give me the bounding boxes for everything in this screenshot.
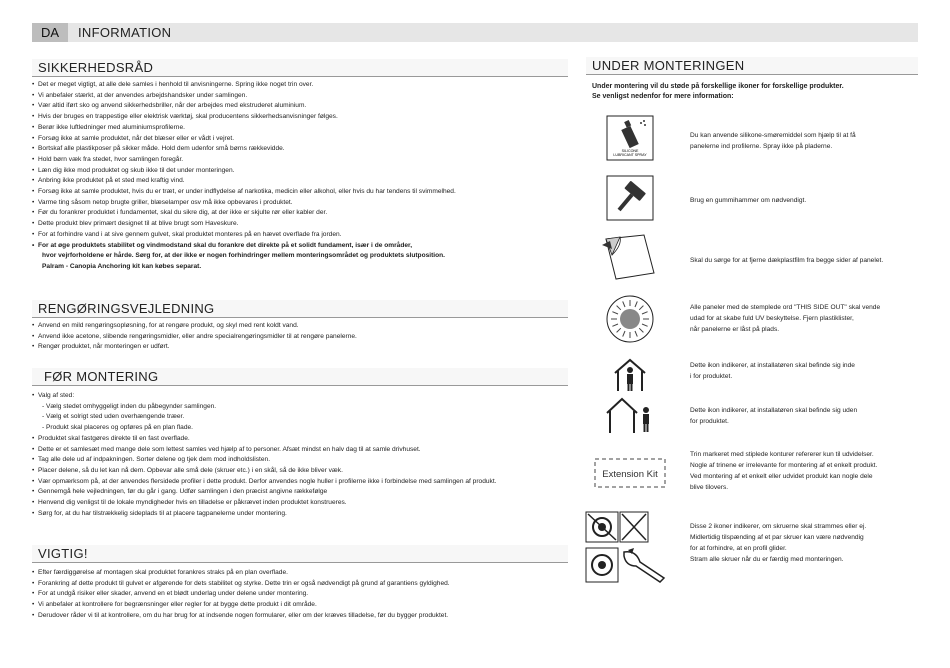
list-item: • Anvend en mild rengøringsopløsning, for at rengøre produkt, og skyl med rent koldt vand. bbox=[32, 321, 568, 332]
spray-label-1: SILICONE bbox=[621, 149, 639, 153]
list-item: • Berør ikke luftledninger med aluminiumsprofilerne. bbox=[32, 123, 568, 134]
list-item: • For at øge produktets stabilitet og vindmodstand skal du forankre det direkte på et solidt fundament, især i de områder, bbox=[32, 241, 568, 252]
description-line: Disse 2 ikoner indikerer, om skruerne skal strammes eller ej. bbox=[690, 523, 867, 530]
cleaning-heading: RENGØRINGSVEJLEDNING bbox=[32, 300, 568, 318]
before-assembly-heading: FØR MONTERING bbox=[32, 368, 568, 386]
description-line: for produktet. bbox=[690, 418, 729, 425]
cleaning-list bbox=[32, 321, 568, 353]
list-item: - Produkt skal placeres og opføres på en plan flade. bbox=[42, 424, 194, 432]
installer-outside-description bbox=[690, 405, 918, 427]
list-item: • Sørg for, at du har tilstrækkelig sideplads til at placere tagpanelerne under montering. bbox=[32, 509, 568, 520]
description-line: Midlertidig tilspænding af et par skruer kan være nødvendig bbox=[690, 534, 864, 541]
during-assembly-intro bbox=[592, 82, 912, 102]
description-line: Dette ikon indikerer, at installatøren skal befinde sig uden bbox=[690, 407, 858, 414]
list-item: • Før du forankrer produktet i fundamentet, skal du sikre dig, at der ikke er skjulte rør eller kabler der. bbox=[32, 208, 568, 219]
list-item: Palram - Canopia Anchoring kit kan købes separat. bbox=[42, 262, 202, 270]
list-item: • Forsøg ikke at samle produktet, hvis du er træt, er under indflydelse af narkotika, medicin eller alkohol, eller hvis du har tendens til svimmelhed. bbox=[32, 187, 568, 198]
list-item: • Forankring af dette produkt til gulvet er afgørende for dets stabilitet og styrke. Dette trin er også nødvendigt på grund af garantiens gyldighed. bbox=[32, 579, 568, 590]
extension-kit-description bbox=[690, 449, 918, 493]
list-item: • Hold børn væk fra stedet, hvor samlingen foregår. bbox=[32, 155, 568, 166]
installer-outside-icon bbox=[594, 390, 666, 440]
language-code: DA bbox=[32, 23, 68, 42]
list-item: • Det er meget vigtigt, at alle dele samles i henhold til anvisningerne. Spring ikke noget trin over. bbox=[32, 80, 568, 91]
rubber-hammer-icon bbox=[594, 173, 666, 223]
description-line: Stram alle skruer når du er færdig med monteringen. bbox=[690, 556, 844, 563]
description-line: udad for at skabe fuld UV beskyttelse. Fjern plastiklister, bbox=[690, 315, 854, 322]
description-line: Skal du sørge for at fjerne dækplastfilm fra begge sider af panelet. bbox=[690, 257, 884, 264]
list-item: • Anvend ikke acetone, slibende rengøringsmidler, eller andre specialrengøringsmidler til at rengøre panelerne. bbox=[32, 332, 568, 343]
list-item: • Placer delene, så du let kan nå dem. Opbevar alle små dele (skruer etc.) i en skål, så de ikke bliver væk. bbox=[32, 466, 568, 477]
spray-label-2: LUBRICANT SPRAY bbox=[613, 153, 647, 157]
during-assembly-heading: UNDER MONTERINGEN bbox=[586, 57, 918, 75]
list-item: • Vi anbefaler stærkt, at der anvendes arbejdshandsker under samlingen. bbox=[32, 91, 568, 102]
intro-line: Under montering vil du støde på forskellige ikoner for forskellige produkter. bbox=[592, 83, 844, 90]
list-item: • Hvis der bruges en trappestige eller elektrisk værktøj, skal producentens sikkerhedsanvisninger følges. bbox=[32, 112, 568, 123]
list-item: • Vær opmærksom på, at der anvendes flersidede profiler i dette produkt. Derfor anvendes nogle huller i profilerne ikke i forbindelse med samlingen af produkt. bbox=[32, 477, 568, 488]
list-item: • Rengør produktet, når monteringen er udført. bbox=[32, 342, 568, 353]
this-side-out-description bbox=[690, 302, 918, 335]
list-item: • Valg af sted: bbox=[32, 391, 568, 402]
list-item: • Forsøg ikke at samle produktet, når det blæser eller er vådt i vejret. bbox=[32, 134, 568, 145]
description-line: Dette ikon indikerer, at installatøren skal befinde sig inde bbox=[690, 362, 855, 369]
rubber-hammer-description bbox=[690, 195, 918, 206]
list-item: • Dette er et samlesæt med mange dele som lettest samles ved hjælp af to personer. Afsæt mindst en halv dag til at samle drivhuset. bbox=[32, 445, 568, 456]
list-item: • Anbring ikke produktet på et sted med kraftig vind. bbox=[32, 176, 568, 187]
description-line: blive tilovers. bbox=[690, 484, 729, 491]
list-item: • Produktet skal fastgøres direkte til en fast overflade. bbox=[32, 434, 568, 445]
list-item: hvor vejrforholdene er hårde. Sørg for, at der ikke er nogen forhindringer mellem monteringsområdet og produktets slutposition. bbox=[42, 252, 446, 260]
description-line: Ved montering af et enkelt eller udvidet produkt kan nogle dele bbox=[690, 473, 873, 480]
list-item: - Vælg et solrigt sted uden overhængende træer. bbox=[42, 413, 185, 421]
list-item: • Vær altid iført sko og anvend sikkerhedsbriller, når der arbejdes med ekstruderet aluminium. bbox=[32, 101, 568, 112]
safety-heading: SIKKERHEDSRÅD bbox=[32, 59, 568, 77]
top-bar bbox=[32, 23, 918, 42]
important-list bbox=[32, 568, 568, 622]
list-item: • Derudover råder vi til at kontrollere, om du har brug for at indsende nogen formularer, eller om der kræves tilladelse, før du bygger produktet. bbox=[32, 611, 568, 622]
lubricant-spray-icon bbox=[594, 113, 666, 163]
page-title: INFORMATION bbox=[78, 25, 172, 40]
list-item: • Bortskaf alle plastikposer på sikker måde. Hold dem udenfor små børns rækkevidde. bbox=[32, 144, 568, 155]
list-item: • Varme ting såsom netop brugte griller, blæselamper osv må ikke opbevares i produktet. bbox=[32, 198, 568, 209]
list-item: • Læn dig ikke mod produktet og skub ikke til det under monteringen. bbox=[32, 166, 568, 177]
peel-film-icon bbox=[594, 233, 666, 283]
list-item: • Tag alle dele ud af indpakningen. Sorter delene og tjek dem mod indholdslisten. bbox=[32, 455, 568, 466]
lubricant-spray-description bbox=[690, 130, 918, 152]
safety-list bbox=[32, 80, 568, 273]
list-item: • Vi anbefaler at kontrollere for begrænsninger eller regler for at bygge dette produkt i dit område. bbox=[32, 600, 568, 611]
description-line: i for produktet. bbox=[690, 373, 733, 380]
installer-inside-description bbox=[690, 360, 918, 382]
description-line: Alle paneler med de stemplede ord "THIS SIDE OUT" skal vende bbox=[690, 304, 881, 311]
important-heading: VIGTIG! bbox=[32, 545, 568, 563]
description-line: Trin markeret med stiplede konturer refererer kun til udvidelser. bbox=[690, 451, 874, 458]
peel-film-description bbox=[690, 255, 918, 266]
description-line: panelerne ind profilerne. Spray ikke på pladerne. bbox=[690, 143, 833, 150]
before-assembly-list bbox=[32, 391, 568, 519]
list-item: • For at forhindre vand i at sive gennem gulvet, skal produktet monteres på en hævet overflade fra jorden. bbox=[32, 230, 568, 241]
list-item: • Gennemgå hele vejledningen, før du går i gang. Udfør samlingen i den præcist angivne rækkefølge bbox=[32, 487, 568, 498]
description-line: for at forhindre, at en profil glider. bbox=[690, 545, 787, 552]
list-item: - Vælg stedet omhyggeligt inden du påbegynder samlingen. bbox=[42, 402, 217, 410]
description-line: Du kan anvende silikone-smøremiddel som hjælp til at få bbox=[690, 132, 856, 139]
list-item: • Henvend dig venligst til de lokale myndigheder hvis en tilladelse er påkrævet inden produktet konstrueres. bbox=[32, 498, 568, 509]
intro-line: Se venligst nedenfor for mere information: bbox=[592, 93, 734, 100]
list-item: • Dette produkt blev primært designet til at blive brugt som Haveskure. bbox=[32, 219, 568, 230]
description-line: Brug en gummihammer om nødvendigt. bbox=[690, 197, 807, 204]
list-item: • Efter færdiggørelse af montagen skal produktet forankres straks på en plan overflade. bbox=[32, 568, 568, 579]
extension-kit-label: Extension Kit bbox=[602, 469, 658, 480]
list-item: • For at undgå risiker eller skader, anvend en et blødt underlag under delene under montering. bbox=[32, 589, 568, 600]
extension-kit-icon bbox=[594, 448, 666, 498]
screw-tighten-description bbox=[690, 521, 918, 565]
this-side-out-icon bbox=[594, 294, 666, 344]
description-line: Nogle af trinene er irrelevante for montering af et enkelt produkt. bbox=[690, 462, 878, 469]
screw-tighten-icon bbox=[584, 510, 674, 586]
description-line: når panelerne er låst på plads. bbox=[690, 326, 780, 333]
